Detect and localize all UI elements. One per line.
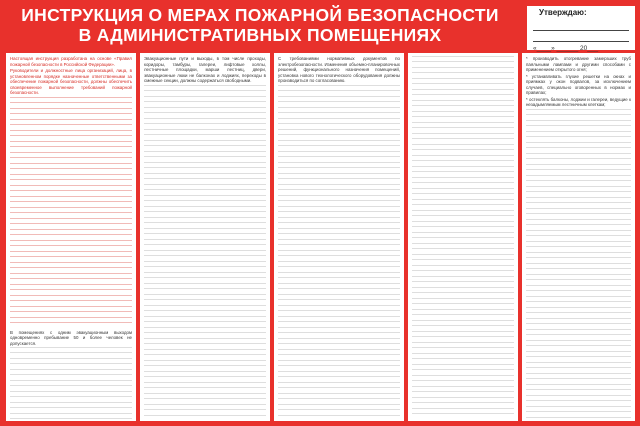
column-3-body-text [278, 85, 400, 420]
column-5-intro: * производить отогревание замерзших труб паяльными лампами и другими способами с применением открытого огня; [526, 56, 631, 72]
column-2-intro: Эвакуационные пути и выходы, в том числе проходы, коридоры, тамбуры, галереи, лифтовые холлы, лестничные площадки, марши лестниц, двери, эвакуационные люки не балконах и лоджиях, переходы в смежные секции, должны содержаться свободными. [144, 56, 266, 83]
text-column-5 [522, 53, 635, 421]
text-column-3 [274, 53, 404, 421]
text-column-1 [6, 53, 136, 421]
column-1-red-text-block [10, 97, 132, 327]
title-line-2: В АДМИНИСТРАТИВНЫХ ПОМЕЩЕНИЯХ [78, 25, 442, 45]
column-5-body-text [526, 109, 631, 422]
column-1-intro: Настоящая инструкция разработана на основе «Правил пожарной безопасности в Российской Федерации». [10, 56, 132, 67]
column-3-intro: С требованиями нормативных документов по электробезопасности. Изменения объемно-планировочных решений, функционального назначения помещений, установка нового технологического оборудования должны производиться по согласованию. [278, 56, 400, 83]
column-4-body-text [412, 56, 514, 418]
column-1-note: В помещениях с одним эвакуационным выходом одновременно пребывание 50 и более человек не допускается. [10, 329, 132, 346]
column-5-intro-3: * остеклять балконы, лоджии и галереи, ведущие к незадымляемым лестничным клеткам; [526, 96, 631, 107]
approval-label: Утверждаю: [539, 8, 587, 17]
poster-header [0, 0, 520, 50]
column-1-body-text [10, 347, 132, 421]
column-1-intro-2: Руководители и должностные лица организаций, лица, в установленном порядке назначенные ответственными за обеспечение пожарной безопасности, должны обеспечить своевременное выполнение требований пожарной безопасности. [10, 68, 132, 95]
approval-signature-line [533, 23, 629, 31]
column-2-body-text [144, 85, 266, 420]
approval-date: «____» ______ 20___ [533, 45, 599, 52]
column-5-intro-2: * устанавливать глухие решетки на окнах и приямках у окон подвалов, за исключением случаев, специально оговоренных в нормах и правилах; [526, 73, 631, 95]
approval-box [527, 6, 635, 50]
text-column-4 [408, 53, 518, 421]
approval-name-line [533, 34, 629, 42]
text-column-2 [140, 53, 270, 421]
title-line-1: ИНСТРУКЦИЯ О МЕРАХ ПОЖАРНОЙ БЕЗОПАСНОСТИ [21, 5, 499, 25]
